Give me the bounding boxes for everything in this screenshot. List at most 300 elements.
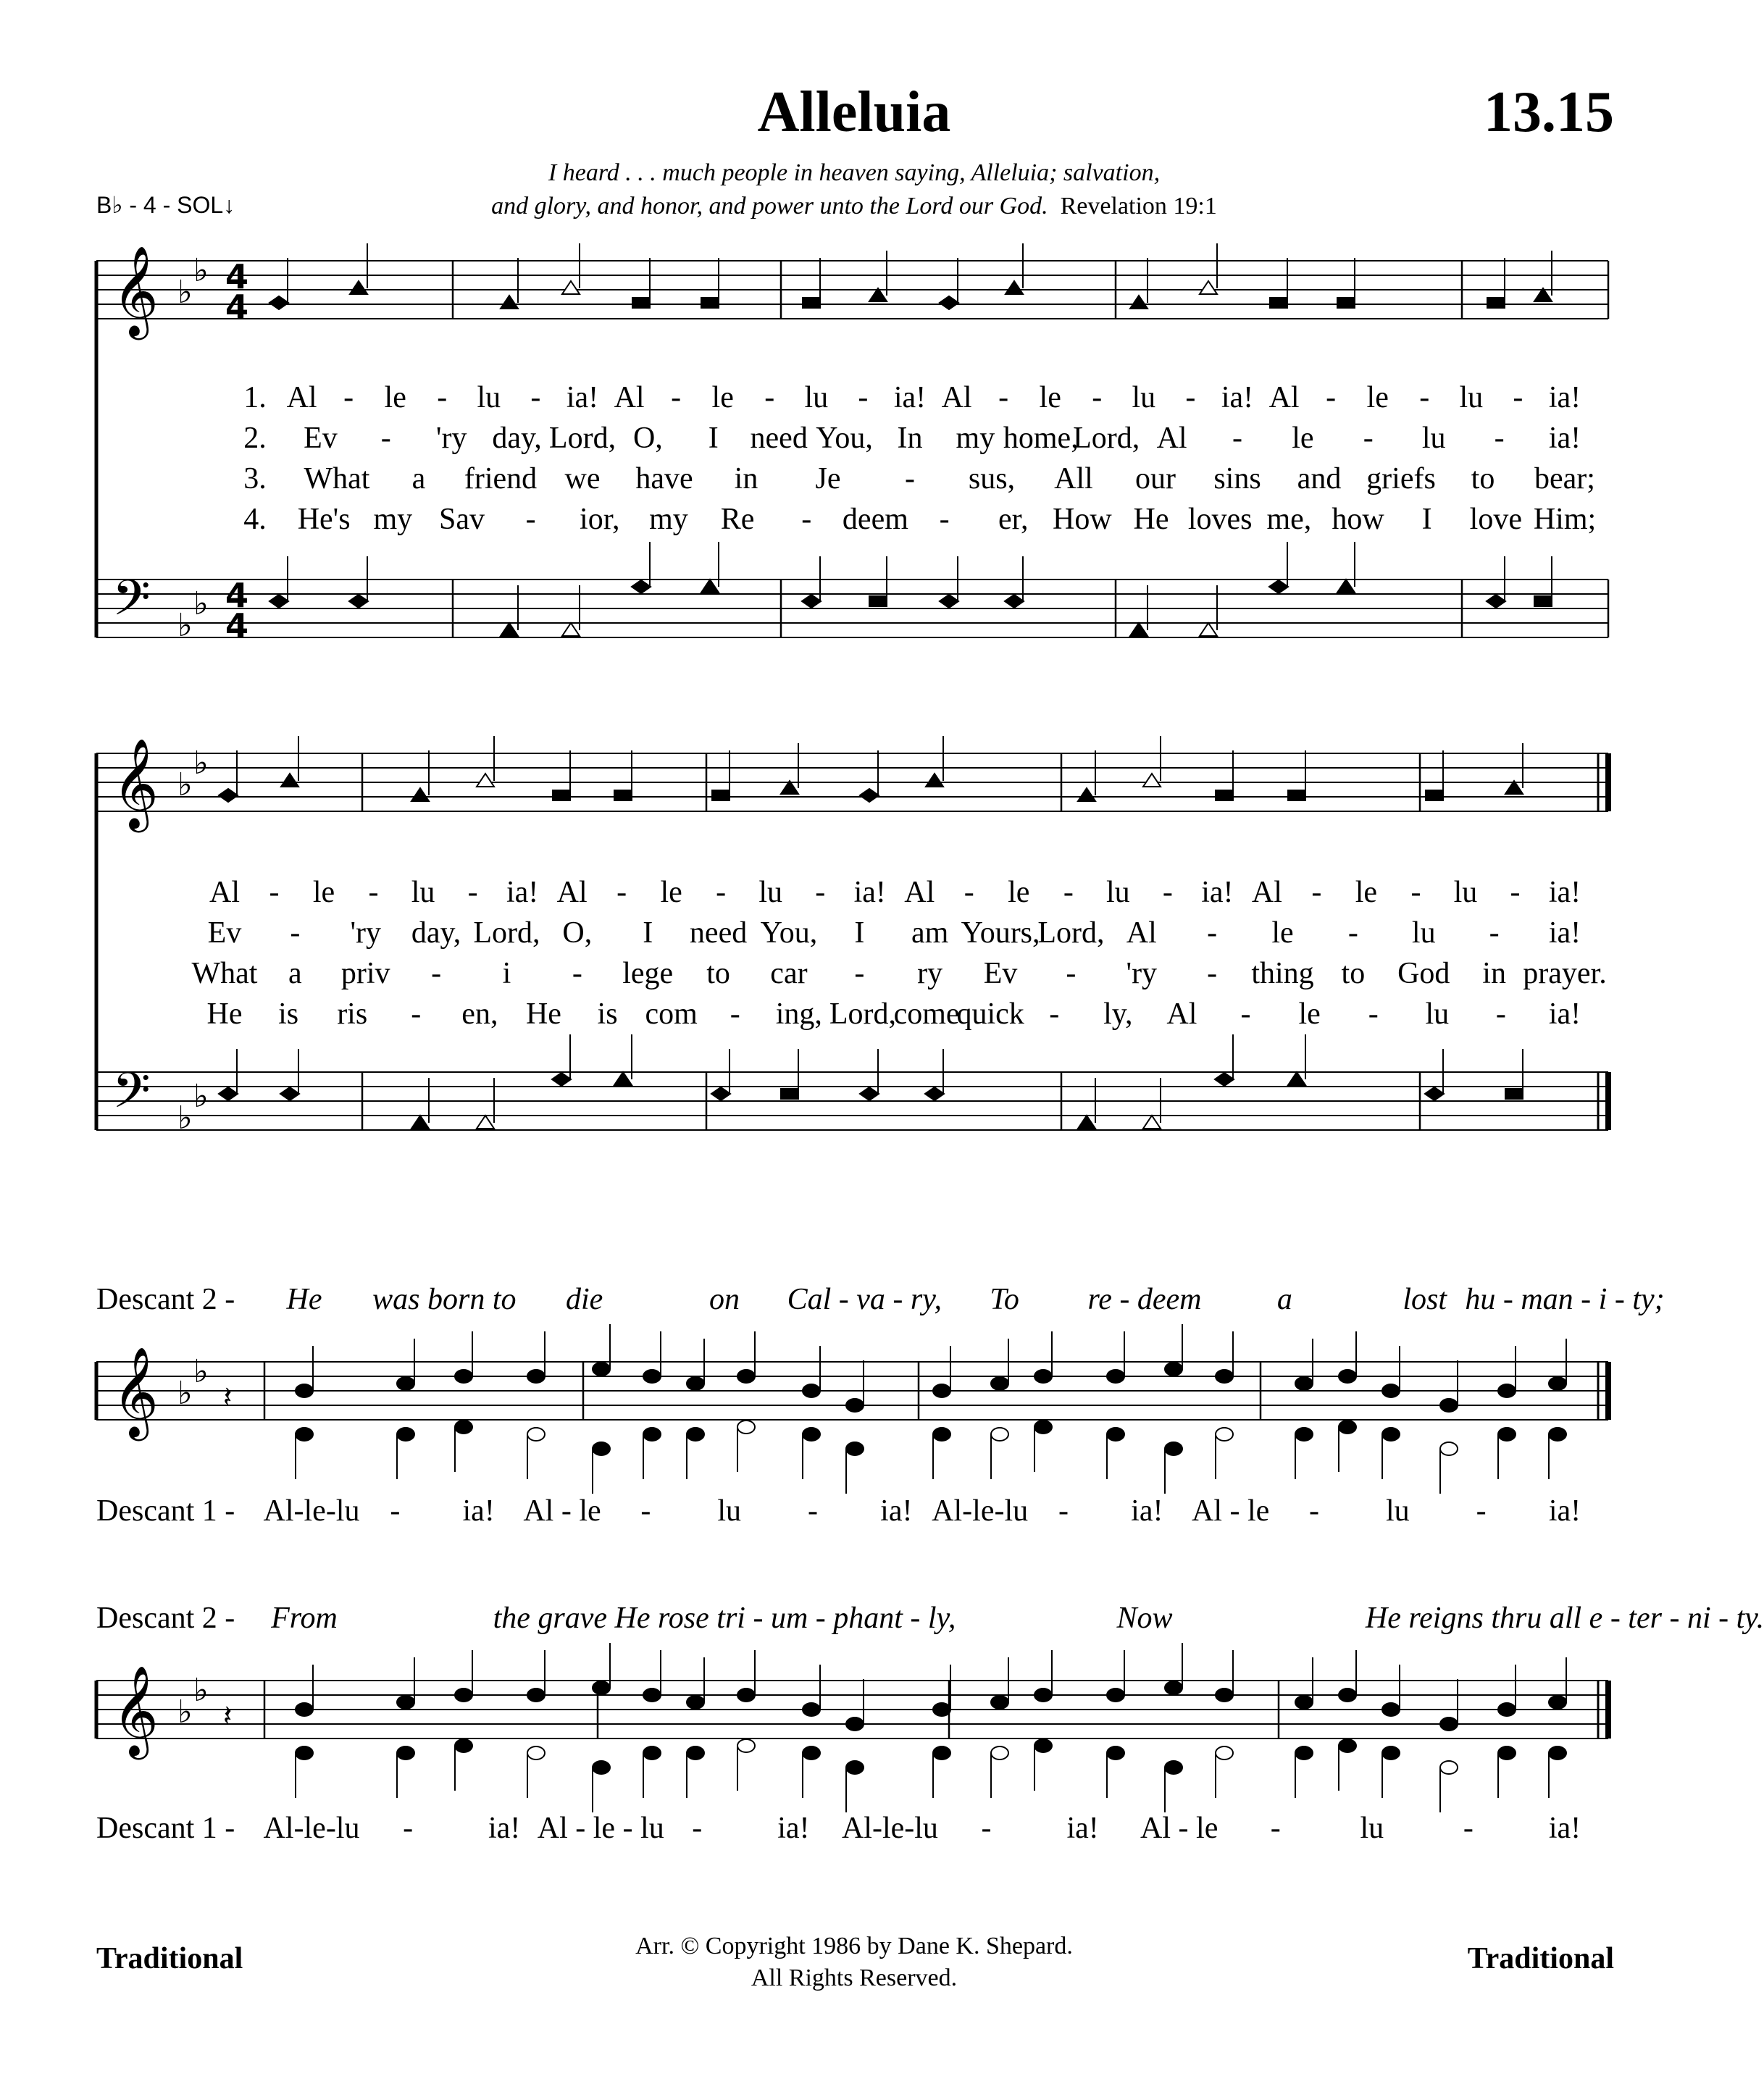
note-head: [933, 1703, 950, 1716]
verse-1-syllable: le: [660, 876, 682, 909]
descant-1-word: ia!: [880, 1494, 913, 1528]
verse-1-syllable: lu: [1453, 876, 1478, 909]
note-head: [501, 296, 518, 309]
note-head: [711, 1087, 730, 1100]
descant-1-word: Al-le-lu: [263, 1494, 360, 1528]
verse-2-syllable: day,: [492, 422, 542, 455]
verse-3-syllable: to: [1471, 462, 1495, 495]
note-head: [632, 580, 651, 593]
verse-4-syllable: lu: [1425, 997, 1450, 1031]
verse-3-syllable: -: [1066, 957, 1077, 990]
verse-1-syllable: ia!: [1548, 876, 1581, 909]
note-head: [643, 1428, 661, 1441]
verse-2-syllable: -: [1347, 916, 1358, 950]
verse-1-syllable: lu: [804, 381, 829, 414]
verse-2-syllable: Lord,: [548, 422, 616, 455]
descant-2-label: Descant 2 -: [96, 1602, 235, 1635]
verse-4-syllable: ly,: [1103, 997, 1133, 1031]
verse-1-syllable: ia!: [1548, 381, 1581, 414]
note-head: [1107, 1428, 1124, 1441]
descant-2-word: re - deem: [1087, 1283, 1202, 1316]
note-head: [737, 1370, 755, 1383]
verse-2-syllable: ia!: [1548, 916, 1581, 950]
verse-2-syllable: need: [750, 422, 808, 455]
note-head: [593, 1761, 610, 1774]
note-head: [991, 1696, 1008, 1709]
verse-4-syllable: ing,: [775, 997, 822, 1031]
verse-1-syllable: -: [269, 876, 280, 909]
verse-2-syllable: O,: [632, 422, 663, 455]
descant-1-word: ia!: [777, 1812, 810, 1845]
verse-3-syllable: in: [1482, 957, 1506, 990]
verse-4-syllable: ris: [337, 997, 368, 1031]
note-head: [477, 1116, 494, 1129]
verse-2-syllable: ia!: [1548, 422, 1581, 455]
note-head: [1425, 1087, 1444, 1100]
verse-4-syllable: -: [730, 997, 740, 1031]
verse-3-syllable: -: [905, 462, 915, 495]
verse-1-syllable: Al: [941, 381, 972, 414]
descant-2-word: a: [1276, 1283, 1292, 1316]
verse-4-syllable: -: [1368, 997, 1379, 1031]
verse-1-syllable: -: [716, 876, 727, 909]
note-head: [869, 596, 887, 606]
verse-2-syllable: -: [380, 422, 391, 455]
verse-1-syllable: -: [343, 381, 354, 414]
verse-4-syllable: my: [649, 503, 688, 536]
verse-4-syllable: is: [278, 997, 299, 1031]
note-head: [1440, 1399, 1458, 1412]
note-head: [687, 1696, 704, 1709]
verse-3-syllable: What: [304, 462, 370, 495]
verse-3-syllable: prayer.: [1523, 957, 1607, 990]
verse-2-syllable: my: [956, 422, 995, 455]
note-head: [860, 789, 879, 802]
verse-1-syllable: ia!: [1221, 381, 1254, 414]
note-head: [803, 1428, 820, 1441]
note-head: [737, 1689, 755, 1702]
note-head: [1382, 1384, 1400, 1397]
verse-1-syllable: Al: [1268, 381, 1300, 414]
note-head: [933, 1428, 950, 1441]
verse-3-syllable: in: [734, 462, 758, 495]
note-head: [1270, 298, 1287, 308]
descant-1-word: Al - le: [1192, 1494, 1270, 1528]
time-signature-bottom: 4: [225, 288, 249, 327]
verse-4-syllable: I: [1421, 503, 1432, 536]
descant-1-word: ia!: [462, 1494, 495, 1528]
verse-3-syllable: our: [1135, 462, 1176, 495]
verse-4-syllable: -: [939, 503, 950, 536]
descant-2-label: Descant 2 -: [96, 1283, 235, 1316]
verse-2-syllable: 'ry: [435, 422, 467, 455]
verse-4-syllable: -: [1240, 997, 1251, 1031]
note-head: [1130, 296, 1148, 309]
verse-3-syllable: thing: [1251, 957, 1314, 990]
descant-1-word: -: [1270, 1812, 1281, 1845]
note-head: [296, 1746, 313, 1760]
verse-3-syllable: Je: [815, 462, 841, 495]
verse-2-syllable: -: [1232, 422, 1242, 455]
verse-4-syllable: Sav: [438, 503, 485, 536]
note-head: [846, 1399, 864, 1412]
note-head: [219, 1087, 238, 1100]
verse-4-syllable: loves: [1187, 503, 1253, 536]
verse-1-syllable: lu: [477, 381, 501, 414]
descant-1-word: -: [981, 1812, 992, 1845]
verse-1-syllable: le: [1355, 876, 1378, 909]
note-head: [1505, 1089, 1523, 1099]
descant-1-word: Al-le-lu: [263, 1812, 360, 1845]
verse-3-syllable: -: [854, 957, 865, 990]
note-head: [1034, 1689, 1052, 1702]
note-head: [933, 1746, 950, 1760]
verse-1-syllable: lu: [1105, 876, 1130, 909]
verse-3-syllable: priv: [340, 957, 390, 990]
time-signature-top: 4: [225, 257, 249, 296]
copyright-line-1: Arr. © Copyright 1986 by Dane K. Shepard.: [635, 1933, 1073, 1959]
verse-1-syllable: lu: [1459, 381, 1484, 414]
verse-1-syllable: ia!: [853, 876, 886, 909]
verse-2-syllable: Lord,: [1037, 916, 1105, 950]
verse-1-syllable: Al: [209, 876, 240, 909]
time-signature-bottom: 4: [225, 606, 249, 645]
note-head: [803, 1746, 820, 1760]
note-head: [1130, 623, 1148, 636]
verse-3-syllable: to: [706, 957, 730, 990]
descant-1-label: Descant 1 -: [96, 1494, 235, 1528]
note-head: [925, 1087, 944, 1100]
verse-1-syllable: -: [1063, 876, 1074, 909]
verse-1-syllable: le: [1366, 381, 1389, 414]
note-head: [1295, 1377, 1313, 1390]
note-head: [991, 1377, 1008, 1390]
note-head: [397, 1696, 414, 1709]
verse-3-syllable: Ev: [983, 957, 1018, 990]
note-head: [280, 1087, 299, 1100]
note-head: [562, 281, 580, 294]
note-head: [1107, 1689, 1124, 1702]
note-head: [1107, 1370, 1124, 1383]
note-head: [527, 1428, 545, 1441]
note-head: [269, 595, 288, 608]
verse-2-syllable: -: [1207, 916, 1218, 950]
verse-1-syllable: le: [312, 876, 335, 909]
descant-1-word: ia!: [1131, 1494, 1163, 1528]
treble-clef: 𝄞: [112, 246, 159, 336]
note-head: [643, 1689, 661, 1702]
verse-1-syllable: -: [1410, 876, 1421, 909]
verse-4-syllable: ior,: [580, 503, 620, 536]
epigraph-reference: Revelation 19:1: [1060, 193, 1217, 219]
descant-1-word: -: [640, 1494, 651, 1528]
verse-2-syllable: 2.: [243, 422, 267, 455]
note-head: [1216, 1370, 1233, 1383]
verse-1-syllable: Al: [556, 876, 588, 909]
verse-3-syllable: 'ry: [1126, 957, 1158, 990]
note-head: [803, 1703, 820, 1716]
flat-sign: ♭: [177, 1375, 193, 1412]
note-head: [1549, 1746, 1566, 1760]
flat-sign: ♭: [193, 1353, 209, 1390]
note-head: [803, 298, 820, 308]
note-head: [527, 1370, 545, 1383]
note-head: [1216, 1746, 1233, 1760]
flat-sign: ♭: [193, 1078, 209, 1115]
verse-3-syllable: -: [431, 957, 442, 990]
verse-3-syllable: All: [1054, 462, 1093, 495]
note-head: [501, 623, 518, 636]
time-signature-top: 4: [225, 576, 249, 615]
note-head: [397, 1428, 414, 1441]
descant-1-word: -: [808, 1494, 818, 1528]
verse-1-syllable: -: [998, 381, 1009, 414]
descant-2-word: die: [566, 1283, 603, 1316]
verse-2-syllable: le: [1271, 916, 1294, 950]
verse-2-syllable: day,: [411, 916, 461, 950]
note-head: [1034, 1370, 1052, 1383]
note-head: [1216, 1689, 1233, 1702]
treble-clef: 𝄞: [112, 1665, 159, 1756]
note-head: [593, 1442, 610, 1455]
note-head: [712, 790, 730, 800]
verse-3-syllable: 3.: [243, 462, 267, 495]
verse-1-syllable: -: [1311, 876, 1322, 909]
verse-1-syllable: -: [530, 381, 541, 414]
descant-1-word: Al-le-lu: [932, 1494, 1029, 1528]
note-head: [1216, 790, 1233, 800]
descant-2-word: To: [990, 1283, 1019, 1316]
verse-2-syllable: Ev: [304, 422, 338, 455]
verse-2-syllable: Lord,: [473, 916, 540, 950]
note-head: [926, 774, 943, 787]
verse-4-syllable: He: [206, 997, 243, 1031]
verse-3-syllable: and: [1297, 462, 1342, 495]
verse-4-syllable: He: [525, 997, 561, 1031]
note-head: [1339, 1739, 1356, 1752]
descant-2-word: on: [709, 1283, 740, 1316]
descant-1-word: lu: [717, 1494, 741, 1528]
verse-1-syllable: -: [368, 876, 379, 909]
note-head: [1295, 1428, 1313, 1441]
verse-2-syllable: In: [897, 422, 923, 455]
verse-3-syllable: i: [502, 957, 511, 990]
note-head: [397, 1746, 414, 1760]
verse-1-syllable: Al: [904, 876, 935, 909]
note-head: [552, 1073, 571, 1086]
note-head: [455, 1739, 472, 1752]
descant-1-word: -: [403, 1812, 414, 1845]
verse-1-syllable: lu: [758, 876, 783, 909]
note-head: [349, 595, 368, 608]
note-head: [1382, 1703, 1400, 1716]
verse-4-syllable: le: [1298, 997, 1321, 1031]
verse-1-syllable: -: [764, 381, 775, 414]
verse-1-syllable: -: [1185, 381, 1196, 414]
note-head: [687, 1746, 704, 1760]
verse-2-syllable: need: [689, 916, 748, 950]
descant-1-word: -: [1309, 1494, 1319, 1528]
treble-clef: 𝄞: [112, 738, 159, 829]
note-head: [1288, 1072, 1305, 1085]
verse-1-syllable: Al: [614, 381, 645, 414]
verse-1-syllable: le: [384, 381, 406, 414]
verse-4-syllable: how: [1332, 503, 1384, 536]
verse-4-syllable: -: [525, 503, 536, 536]
verse-2-syllable: You,: [816, 422, 873, 455]
verse-3-syllable: sins: [1213, 462, 1261, 495]
note-head: [1143, 774, 1161, 787]
verse-2-syllable: I: [708, 422, 719, 455]
verse-1-syllable: 1.: [243, 381, 267, 414]
note-head: [593, 1363, 610, 1376]
copyright-line-2: All Rights Reserved.: [751, 1965, 958, 1991]
note-head: [1034, 1739, 1052, 1752]
footer-right-credit: Traditional: [1467, 1942, 1614, 1975]
verse-3-syllable: What: [191, 957, 258, 990]
verse-4-syllable: How: [1053, 503, 1112, 536]
verse-2-syllable: I: [854, 916, 865, 950]
note-head: [803, 1384, 820, 1397]
verse-4-syllable: love: [1469, 503, 1522, 536]
descant-1-word: ia!: [1066, 1812, 1099, 1845]
verse-3-syllable: a: [411, 462, 426, 495]
verse-1-syllable: -: [815, 876, 826, 909]
quarter-rest: 𝄽: [223, 1381, 233, 1414]
verse-1-syllable: -: [1513, 381, 1523, 414]
descant-2-word: lost: [1403, 1283, 1447, 1316]
note-head: [1165, 1761, 1182, 1774]
verse-4-syllable: -: [1495, 997, 1506, 1031]
verse-4-syllable: 4.: [243, 503, 267, 536]
note-head: [1498, 1428, 1516, 1441]
descant-1-word: ia!: [488, 1812, 521, 1845]
note-head: [1382, 1428, 1400, 1441]
note-head: [1498, 1384, 1516, 1397]
note-head: [1337, 298, 1355, 308]
verse-4-syllable: com: [645, 997, 698, 1031]
note-head: [1216, 1428, 1233, 1441]
descant-1-word: -: [1463, 1812, 1474, 1845]
flat-sign: ♭: [193, 585, 209, 622]
verse-1-syllable: -: [963, 876, 974, 909]
verse-1-syllable: Al: [1251, 876, 1282, 909]
verse-4-syllable: ia!: [1548, 997, 1581, 1031]
verse-1-syllable: -: [858, 381, 869, 414]
note-head: [1200, 281, 1217, 294]
note-head: [933, 1384, 950, 1397]
note-head: [350, 281, 367, 294]
note-head: [643, 1370, 661, 1383]
verse-4-syllable: quick: [956, 997, 1024, 1031]
note-head: [296, 1428, 313, 1441]
verse-1-syllable: -: [1419, 381, 1430, 414]
verse-1-syllable: le: [711, 381, 734, 414]
verse-3-syllable: a: [288, 957, 302, 990]
footer-left-credit: Traditional: [96, 1942, 243, 1975]
note-head: [846, 1442, 864, 1455]
verse-2-syllable: lu: [1411, 916, 1436, 950]
flat-sign: ♭: [177, 607, 193, 644]
verse-2-syllable: Al: [1156, 422, 1187, 455]
hymn-title: Alleluia: [757, 80, 951, 144]
note-head: [1549, 1696, 1566, 1709]
descant-1-word: ia!: [1548, 1812, 1581, 1845]
note-head: [1549, 1428, 1566, 1441]
verse-1-syllable: -: [1510, 876, 1521, 909]
descant-1-word: Al - le - lu: [537, 1812, 664, 1845]
verse-4-syllable: is: [597, 997, 618, 1031]
descant-2-word: the grave He rose tri - um - phant - ly,: [493, 1602, 956, 1635]
verse-1-syllable: -: [1326, 381, 1337, 414]
verse-1-syllable: lu: [1132, 381, 1156, 414]
descant-1-word: -: [1476, 1494, 1487, 1528]
flat-sign: ♭: [193, 252, 209, 289]
flat-sign: ♭: [193, 1672, 209, 1709]
note-head: [1426, 790, 1443, 800]
note-head: [1440, 1761, 1458, 1774]
note-head: [940, 296, 958, 309]
verse-2-syllable: Ev: [207, 916, 242, 950]
note-head: [1165, 1363, 1182, 1376]
verse-3-syllable: have: [635, 462, 693, 495]
verse-2-syllable: I: [643, 916, 653, 950]
note-head: [846, 1761, 864, 1774]
descant-1-label: Descant 1 -: [96, 1812, 235, 1845]
verse-2-syllable: -: [1363, 422, 1374, 455]
note-head: [477, 774, 494, 787]
verse-2-syllable: lu: [1421, 422, 1446, 455]
descant-1-word: -: [692, 1812, 703, 1845]
descant-1-word: lu: [1360, 1812, 1384, 1845]
note-head: [455, 1689, 472, 1702]
descant-1-word: ia!: [1548, 1494, 1581, 1528]
note-head: [614, 1072, 632, 1085]
descant-2-word: He reigns thru all e - ter - ni - ty.: [1365, 1602, 1764, 1635]
verse-4-syllable: Him;: [1533, 503, 1597, 536]
note-head: [296, 1703, 313, 1716]
verse-3-syllable: sus,: [968, 462, 1016, 495]
note-head: [1006, 281, 1023, 294]
descant-2-word: was born to: [372, 1283, 517, 1316]
note-head: [1165, 1442, 1182, 1455]
note-head: [1034, 1421, 1052, 1434]
verse-1-syllable: -: [1162, 876, 1173, 909]
note-head: [1143, 1116, 1161, 1129]
hymn-number: 13.15: [1484, 80, 1614, 144]
verse-4-syllable: Re: [720, 503, 755, 536]
note-head: [1288, 790, 1305, 800]
note-head: [1165, 1681, 1182, 1694]
note-head: [1440, 1442, 1458, 1455]
verse-4-syllable: He's: [297, 503, 351, 536]
note-head: [296, 1384, 313, 1397]
flat-sign: ♭: [177, 766, 193, 803]
descant-2-word: hu - man - i - ty;: [1465, 1283, 1665, 1316]
verse-2-syllable: -: [1494, 422, 1505, 455]
verse-1-syllable: -: [1092, 381, 1103, 414]
flat-sign: ♭: [177, 1100, 193, 1137]
verse-1-syllable: -: [616, 876, 627, 909]
verse-2-syllable: Yours,: [961, 916, 1040, 950]
descant-1-word: -: [390, 1494, 401, 1528]
note-head: [1339, 1370, 1356, 1383]
note-head: [1295, 1696, 1313, 1709]
note-head: [643, 1746, 661, 1760]
note-head: [1339, 1689, 1356, 1702]
verse-4-syllable: come: [893, 997, 960, 1031]
note-head: [991, 1746, 1008, 1760]
